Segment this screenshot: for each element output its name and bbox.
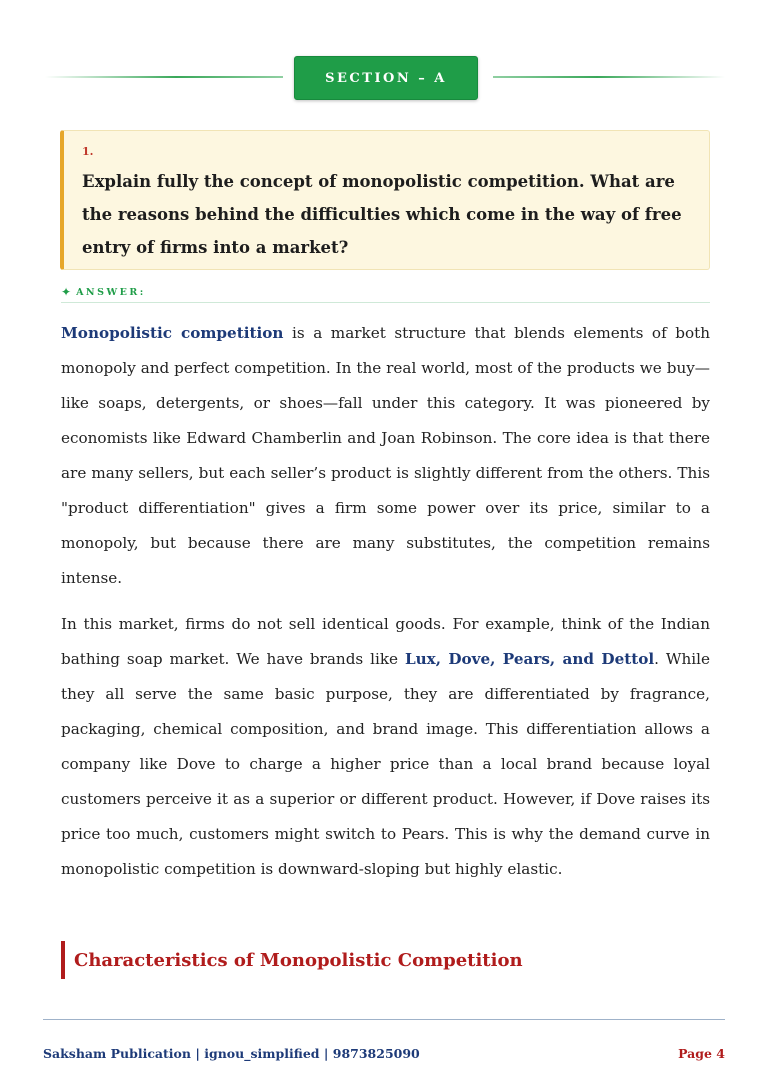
question-number: 1. [82, 145, 94, 158]
page-number: Page 4 [678, 1046, 725, 1061]
paragraph-text: is a market structure that blends elements of both monopoly and perfect competition. In the real world, most of the products we buy—like soaps, detergents, or shoes—fall under this category. It was pioneered by economists like Edward Chamberlin and Joan Robinson. The core idea is that there are many sellers, but each seller’s product is slightly different from the others. This "product differentiation" gives a firm some power over its price, similar to a monopoly, but because there are many substitutes, the competition remains intense. [61, 324, 710, 587]
answer-label-text: ANSWER: [76, 286, 146, 298]
footer-divider [43, 1019, 725, 1020]
paragraph-text-after: . While they all serve the same basic purpose, they are differentiated by fragrance, packaging, chemical composition, and brand image. This differentiation allows a company like Dove to charge a higher price than a local brand because loyal customers perceive it as a superior or different product. However, if Dove raises its price too much, customers might switch to Pears. This is why the demand curve in monopolistic competition is downward-sloping but highly elastic. [61, 650, 711, 878]
answer-label [61, 282, 710, 303]
question-text: Explain fully the concept of monopolistic competition. What are the reasons behind the difficulties which come in the way of free entry of firms into a market? [82, 172, 682, 257]
section-header [45, 56, 725, 98]
answer-paragraph-2 [61, 607, 710, 887]
subheading: Characteristics of Monopolistic Competition [61, 941, 523, 979]
answer-paragraph-1 [61, 316, 710, 596]
sparkle-icon: ✦ [61, 285, 72, 299]
highlight-brands: Lux, Dove, Pears, and Dettol [404, 650, 655, 668]
section-divider-left [45, 76, 283, 78]
paragraph-text-before: In this market, firms do not sell identical goods. For example, think of the Indian bathing soap market. We have brands like [61, 615, 710, 668]
question-box [60, 130, 710, 270]
highlight-term: Monopolistic competition [61, 324, 284, 342]
section-badge: SECTION – A [294, 56, 478, 100]
footer-publisher: Saksham Publication | ignou_simplified | 9873825090 [43, 1046, 420, 1061]
section-divider-right [493, 76, 725, 78]
